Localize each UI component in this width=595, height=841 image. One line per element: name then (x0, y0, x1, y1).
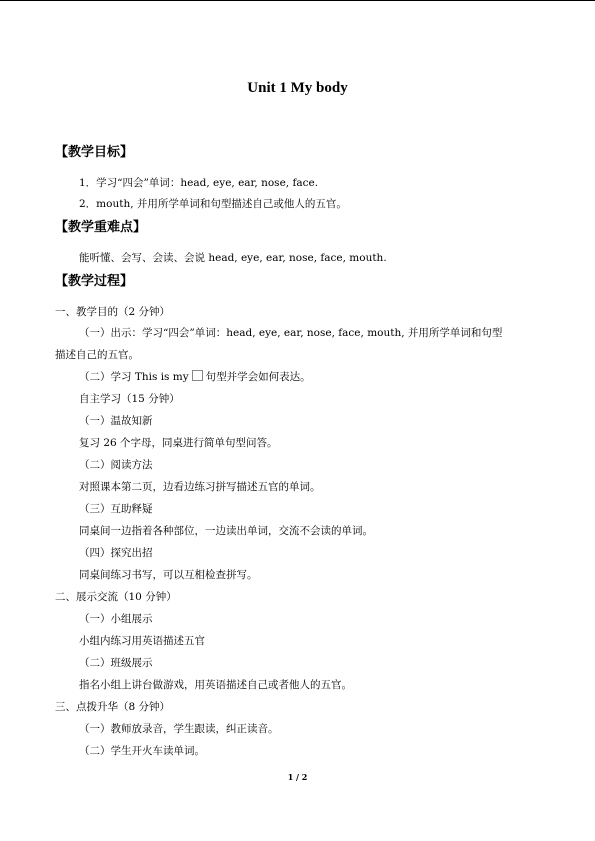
process-line: 同桌间练习书写，可以互相检查拼写。 (79, 569, 258, 581)
process-line-part: 句型并学会如何表达。 (205, 371, 311, 383)
process-line: 自主学习（15 分钟） (79, 393, 180, 405)
process-line: （二）学生开火车读单词。 (79, 745, 205, 757)
process-line: 复习 26 个字母，同桌进行简单句型问答。 (79, 437, 278, 449)
process-line: 指名小组上讲台做游戏，用英语描述自己或者他人的五官。 (79, 679, 352, 691)
process-line: 小组内练习用英语描述五官 (79, 635, 205, 647)
blank-box-icon (192, 370, 203, 381)
process-line: （四）探究出招 (79, 547, 153, 559)
page-title: Unit 1 My body (247, 80, 348, 96)
process-line: 一、教学目的（2 分钟） (55, 306, 171, 318)
process-line: （三）互助释疑 (79, 503, 153, 515)
process-line: （一）出示：学习“四会”单词：head, eye, ear, nose, face, mouth, 并用所学单词和句型 (79, 327, 503, 339)
process-line (79, 370, 311, 384)
heading-key-points: 【教学重难点】 (55, 220, 147, 235)
objective-1: 1．学习“四会”单词：head, eye, ear, nose, face. (79, 177, 319, 189)
process-line: 二、展示交流（10 分钟） (55, 591, 177, 603)
process-line: （二）阅读方法 (79, 459, 153, 471)
heading-objectives: 【教学目标】 (55, 145, 134, 160)
process-line: （二）班级展示 (79, 657, 153, 669)
process-line-part: （二）学习 This is my (79, 371, 189, 383)
process-line: 描述自己的五官。 (55, 349, 139, 361)
process-line: 三、点拨升华（8 分钟） (55, 701, 171, 713)
objective-2: 2．mouth, 并用所学单词和句型描述自己或他人的五官。 (79, 198, 347, 210)
page-number: 1 / 2 (287, 772, 308, 782)
key-points-text: 能听懂、会写、会读、会说 head, eye, ear, nose, face, mouth. (79, 252, 387, 264)
process-line: （一）教师放录音，学生跟读，纠正读音。 (79, 723, 279, 735)
process-line: 对照课本第二页，边看边练习拼写描述五官的单词。 (79, 481, 321, 493)
process-line: 同桌间一边指着各种部位，一边读出单词，交流不会读的单词。 (79, 525, 373, 537)
heading-process: 【教学过程】 (55, 274, 134, 289)
page-top-rule (0, 0, 595, 1)
process-line: （一）小组展示 (79, 613, 153, 625)
process-line: （一）温故知新 (79, 415, 153, 427)
